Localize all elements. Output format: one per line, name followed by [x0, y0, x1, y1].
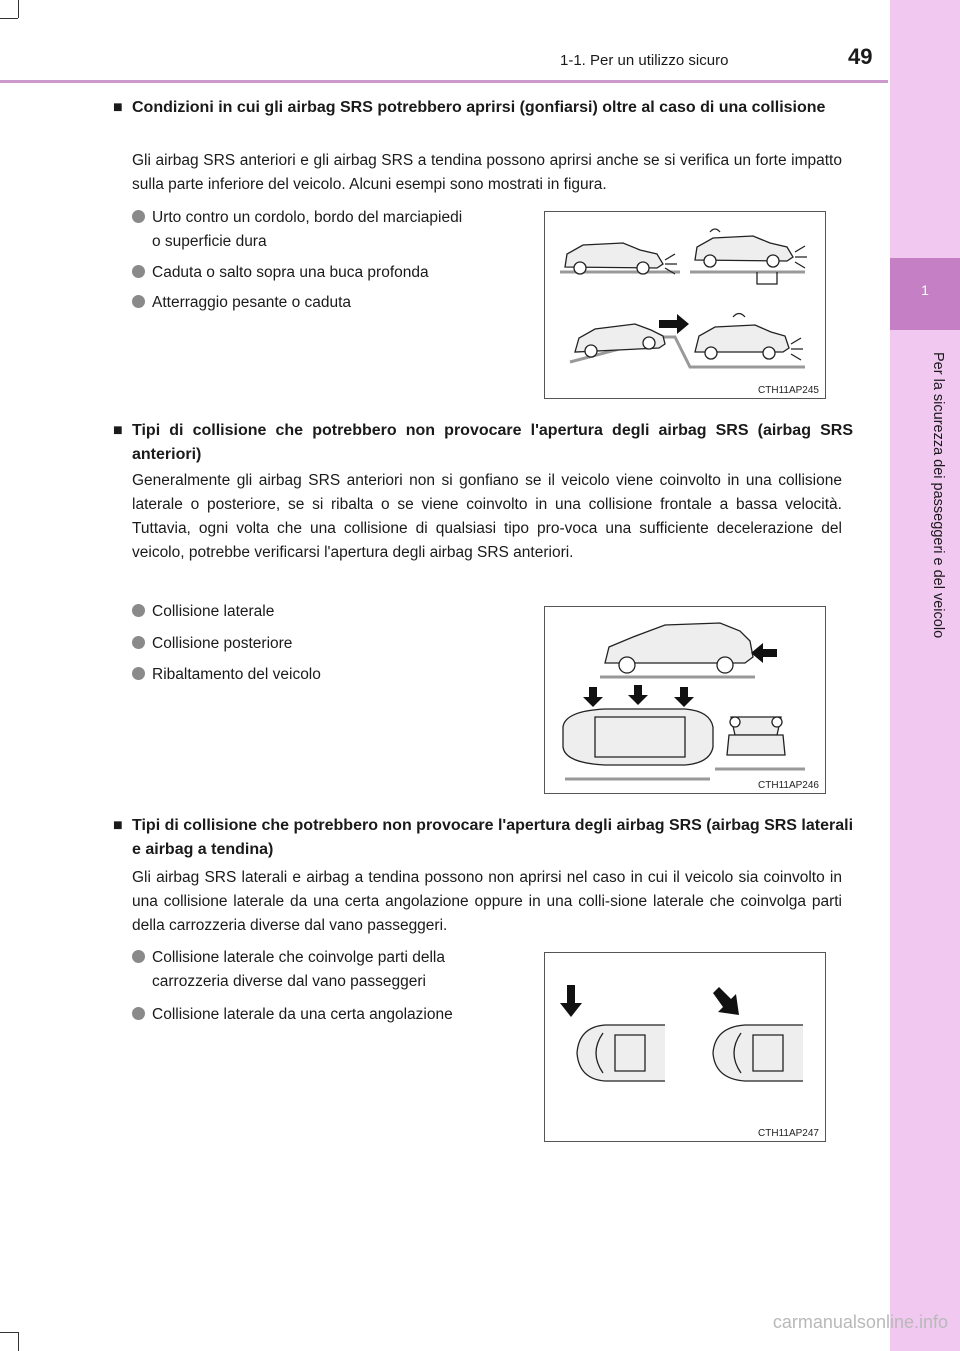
list-item: Collisione laterale [132, 600, 274, 624]
list-item: Collisione laterale da una certa angolazione [132, 1003, 453, 1027]
list-item: Caduta o salto sopra una buca profonda [132, 261, 429, 285]
figure-side-rear-rollover [544, 606, 826, 794]
bullet-dot-icon [132, 295, 145, 308]
bullet-dot-icon [132, 1007, 145, 1020]
chapter-sidebar [890, 0, 960, 1351]
chapter-number: 1 [921, 282, 929, 298]
page-number: 49 [848, 44, 873, 69]
list-item: Ribaltamento del veicolo [132, 663, 321, 687]
figure-code: CTH11AP245 [758, 385, 819, 396]
square-bullet-icon: ■ [113, 817, 123, 834]
figure-code: CTH11AP247 [758, 1128, 819, 1139]
list-item: Atterraggio pesante o caduta [132, 291, 351, 315]
section-body: Gli airbag SRS anteriori e gli airbag SRS a tendina possono aprirsi anche se si verifica un forte impatto sulla parte inferiore del veicolo. Alcuni esempi sono mostrati in figura. [132, 152, 842, 193]
crop-mark [0, 1332, 18, 1333]
list-item: Collisione posteriore [132, 632, 292, 656]
figure-code: CTH11AP246 [758, 780, 819, 791]
section-heading [113, 96, 853, 120]
crop-mark [18, 0, 19, 18]
crop-mark [0, 18, 18, 19]
section-heading-text: Condizioni in cui gli airbag SRS potrebbero aprirsi (gonfiarsi) oltre al caso di una collisione [132, 99, 826, 116]
bullet-dot-icon [132, 950, 145, 963]
list-item: Collisione laterale che coinvolge parti della carrozzeria diverse dal vano passeggeri [132, 946, 445, 994]
bullet-dot-icon [132, 636, 145, 649]
section-heading-text: Tipi di collisione che potrebbero non provocare l'apertura degli airbag SRS (airbag SRS laterali e airbag a tendina) [132, 817, 854, 858]
section-heading [113, 814, 853, 862]
car-impact-illustration [545, 212, 825, 398]
section-heading-text: Tipi di collisione che potrebbero non provocare l'apertura degli airbag SRS (airbag SRS anteriori) [132, 422, 853, 463]
crop-mark [18, 1332, 19, 1351]
square-bullet-icon: ■ [113, 422, 123, 439]
car-collision-illustration [545, 607, 825, 793]
figure-undercarriage-impact [544, 211, 826, 399]
chapter-title: Per la sicurezza dei passeggeri e del veicolo [930, 352, 946, 639]
figure-angled-side-collision [544, 952, 826, 1142]
bullet-dot-icon [132, 667, 145, 680]
bullet-dot-icon [132, 210, 145, 223]
section-body: Generalmente gli airbag SRS anteriori non si gonfiano se il veicolo viene coinvolto in una collisione laterale o posteriore, se si ribalta o se viene coinvolto in una collisione frontale a bassa velocità. Tuttavia, ogni volta che una collisione di qualsiasi tipo pro-voca una sufficiente decelerazione del veicolo, potrebbe verificarsi l'apertura degli airbag SRS anteriori. [132, 472, 842, 561]
header-rule [0, 80, 888, 83]
running-title: 1-1. Per un utilizzo sicuro [560, 52, 729, 69]
section-body: Gli airbag SRS laterali e airbag a tendina possono non aprirsi nel caso in cui il veicolo sia coinvolto in una collisione laterale da una certa angolazione oppure in una colli-sione laterale che coinvolga parti della carrozzeria diverse dal vano passeggeri. [132, 869, 842, 934]
bullet-dot-icon [132, 265, 145, 278]
list-item: Urto contro un cordolo, bordo del marciapiedi o superficie dura [132, 206, 462, 254]
bullet-dot-icon [132, 604, 145, 617]
watermark: carmanualsonline.info [772, 1312, 948, 1332]
section-heading [113, 419, 853, 467]
square-bullet-icon: ■ [113, 99, 123, 116]
top-view-car-illustration [545, 953, 825, 1141]
